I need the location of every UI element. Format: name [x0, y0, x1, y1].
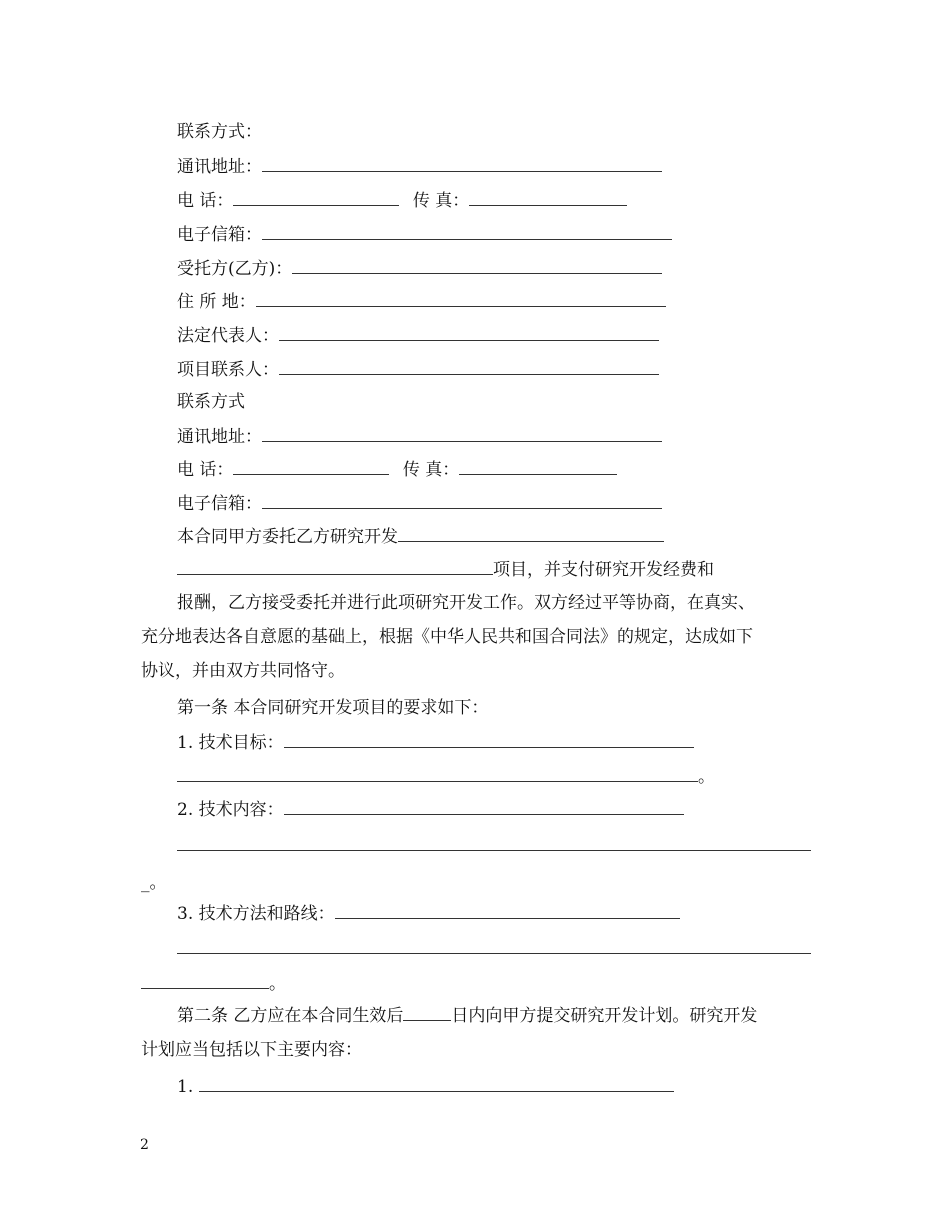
email-label: 电子信箱： — [177, 225, 262, 245]
address-field-a — [177, 155, 662, 178]
tech-method-end-mark: 。 — [269, 974, 286, 994]
project-contact-field — [177, 358, 659, 381]
email-field-a — [177, 223, 672, 246]
domicile-field — [177, 290, 666, 313]
fax-blank-b[interactable] — [459, 458, 617, 475]
address-label: 通讯地址： — [177, 157, 262, 177]
fax-label-b: 传 真： — [402, 460, 460, 480]
email-blank[interactable] — [262, 223, 672, 240]
intro-text-1: 本合同甲方委托乙方研究开发 — [177, 527, 398, 547]
tech-goal-continued — [177, 765, 715, 788]
tech-goal-field — [177, 731, 694, 754]
project-contact-blank[interactable] — [279, 358, 659, 375]
fax-blank[interactable] — [469, 189, 627, 206]
tech-method-blank-2[interactable] — [141, 972, 269, 989]
phone-blank[interactable] — [233, 189, 399, 206]
address-blank-b[interactable] — [262, 425, 662, 442]
article-2-text-b: 日内向甲方提交研究开发计划。研究开发 — [451, 1006, 758, 1026]
email-field-b — [177, 492, 662, 515]
article-2-line-2: 计划应当包括以下主要内容： — [141, 1040, 362, 1060]
intro-line-1 — [177, 525, 664, 548]
trustee-blank[interactable] — [292, 257, 662, 274]
address-field-b — [177, 425, 662, 448]
tech-method-end — [141, 972, 286, 995]
intro-text-2: 项目，并支付研究开发经费和 — [493, 560, 714, 580]
plan-item-1-blank[interactable] — [199, 1075, 674, 1092]
legal-rep-label: 法定代表人： — [177, 326, 279, 346]
trustee-field — [177, 257, 662, 280]
article-1-heading: 第一条 本合同研究开发项目的要求如下： — [177, 698, 489, 718]
phone-blank-b[interactable] — [233, 458, 389, 475]
intro-line-4: 充分地表达各自意愿的基础上，根据《中华人民共和国合同法》的规定，达成如下 — [141, 627, 753, 647]
email-blank-b[interactable] — [262, 492, 662, 509]
tech-goal-blank-2[interactable] — [177, 765, 698, 782]
phone-fax-field-b — [177, 458, 617, 481]
page-number: 2 — [140, 1137, 149, 1153]
domicile-blank[interactable] — [256, 290, 666, 307]
tech-content-end: _。 — [141, 873, 167, 893]
tech-content-blank[interactable] — [284, 798, 684, 815]
tech-goal-label: 1. 技术目标： — [177, 733, 284, 753]
plan-item-1-label: 1. — [177, 1077, 199, 1097]
plan-item-1 — [177, 1075, 674, 1098]
intro-line-2 — [177, 558, 714, 581]
contact-method-label: 联系方式： — [177, 122, 262, 142]
phone-label-b: 电 话： — [177, 460, 234, 480]
tech-method-field — [177, 902, 680, 925]
address-blank[interactable] — [262, 155, 662, 172]
trustee-label: 受托方(乙方)： — [177, 259, 293, 279]
article-2-line-1 — [177, 1004, 757, 1027]
legal-rep-blank[interactable] — [279, 324, 659, 341]
email-label-b: 电子信箱： — [177, 494, 262, 514]
address-label-b: 通讯地址： — [177, 427, 262, 447]
days-blank[interactable] — [403, 1004, 451, 1021]
fax-label: 传 真： — [412, 191, 470, 211]
legal-rep-field — [177, 324, 659, 347]
domicile-label: 住 所 地： — [177, 292, 256, 312]
project-name-blank-2[interactable] — [177, 558, 493, 575]
project-contact-label: 项目联系人： — [177, 360, 279, 380]
tech-goal-end: 。 — [698, 767, 715, 787]
tech-method-blank[interactable] — [335, 902, 680, 919]
phone-label: 电 话： — [177, 191, 234, 211]
tech-content-field — [177, 798, 684, 821]
phone-fax-field-a — [177, 189, 627, 212]
tech-method-label: 3. 技术方法和路线： — [177, 904, 335, 924]
intro-line-5: 协议，并由双方共同恪守。 — [141, 661, 345, 681]
article-2-text-a: 第二条 乙方应在本合同生效后 — [177, 1006, 404, 1026]
tech-method-rule[interactable] — [177, 953, 811, 954]
intro-line-3: 报酬，乙方接受委托并进行此项研究开发工作。双方经过平等协商，在真实、 — [177, 593, 755, 613]
tech-goal-blank[interactable] — [284, 731, 694, 748]
tech-content-rule[interactable] — [177, 850, 811, 851]
project-name-blank-1[interactable] — [398, 525, 664, 542]
tech-content-label: 2. 技术内容： — [177, 800, 284, 820]
contact-method-label-b: 联系方式 — [177, 392, 245, 412]
